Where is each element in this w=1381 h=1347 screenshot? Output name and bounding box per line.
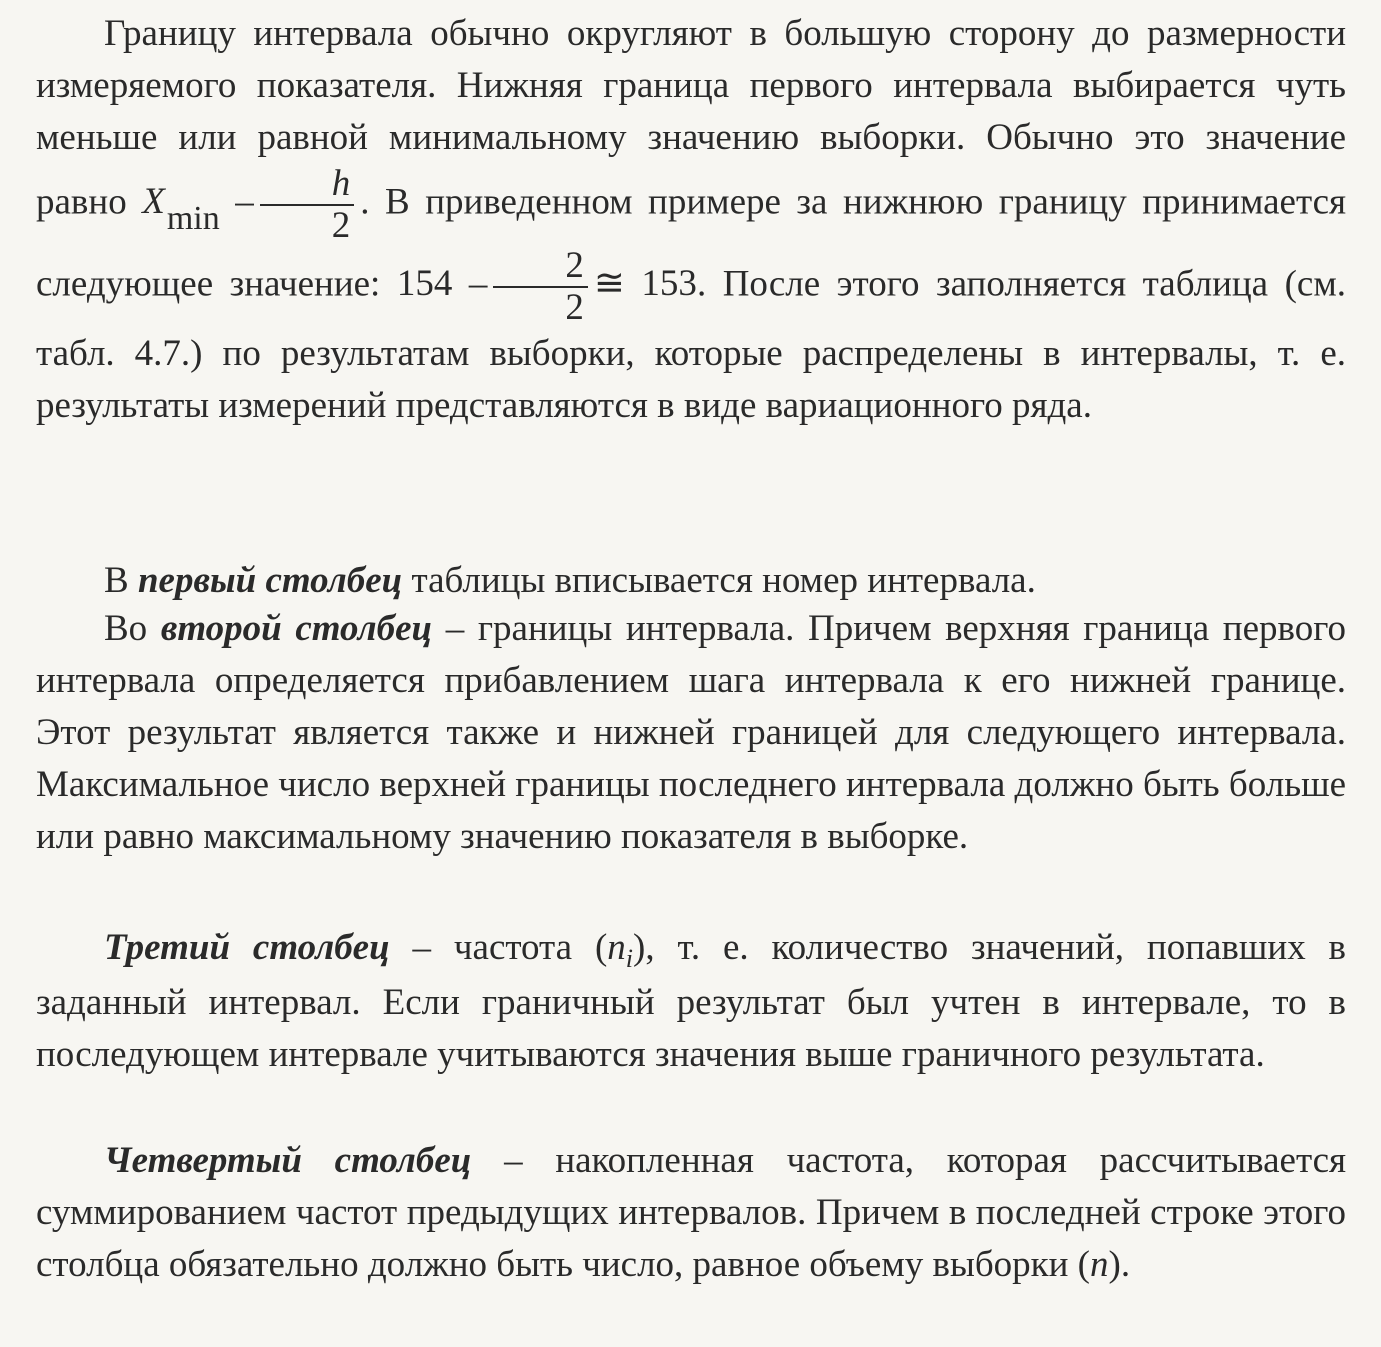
formula-xmin-half-h: Xmin – $\frac{h}{2}$ (142, 181, 360, 222)
emphasis-second-column: второй столбец (160, 608, 433, 649)
emphasis-fourth-column: Четвертый столбец (104, 1140, 472, 1181)
paragraph-third-column: Третий столбец – частота $(n_i)$, т. е. количество значений, попавших в заданный интервал. Если граничный результат был учтен в интервале, то в последующем интервале учитываются значения выше граничного результата. (36, 927, 1347, 1075)
emphasis-first-column: первый столбец (137, 560, 403, 601)
paragraph-first-column: В первый столбец таблицы вписывается номер интервала. (104, 560, 1036, 601)
text-before-formula: Границу интервала обычно округляют в большую сторону до размерности измеряемого показателя. Нижняя граница первого интервала выбирается чуть меньше или равной минимальному значению выборки. Обычно это значение равно (36, 13, 1346, 223)
paragraph-second-column: Во второй столбец – границы интервала. Причем верхняя граница первого интервала определяется прибавлением шага интервала к его нижней границе. Этот результат является также и нижней границей для следующего интервала. Максимальное число верхней границы последнего интервала должно быть больше или равно максимальному значению показателя в выборке. (36, 608, 1347, 857)
text-after-example: . После этого заполняется таблица (см. табл. 4.7.) по результатам выборки, которые распределены в интервалы, т. е. результаты измерений представляются в виде вариационного ряда. (36, 263, 1347, 426)
emphasis-third-column: Третий столбец (104, 927, 390, 968)
paragraph-interval-bounds (36, 8, 1346, 432)
formula-example: 154 – $\frac{2}{2}$ ≅ 153 (396, 245, 697, 328)
fraction-h-over-2: $\frac{h}{2}$ (260, 164, 355, 246)
paragraph-fourth-column: Четвертый столбец – накопленная частота, которая рассчитывается суммированием частот предыдущих интервалов. Причем в последней строке этого столбца обязательно должно быть число, равное объему выборки (n). (36, 1140, 1347, 1285)
fraction-2-over-2: $\frac{2}{2}$ (493, 246, 588, 328)
text-after-formula: . В приведенном примере за нижнюю границу принимается следующее значение: (36, 181, 1347, 305)
